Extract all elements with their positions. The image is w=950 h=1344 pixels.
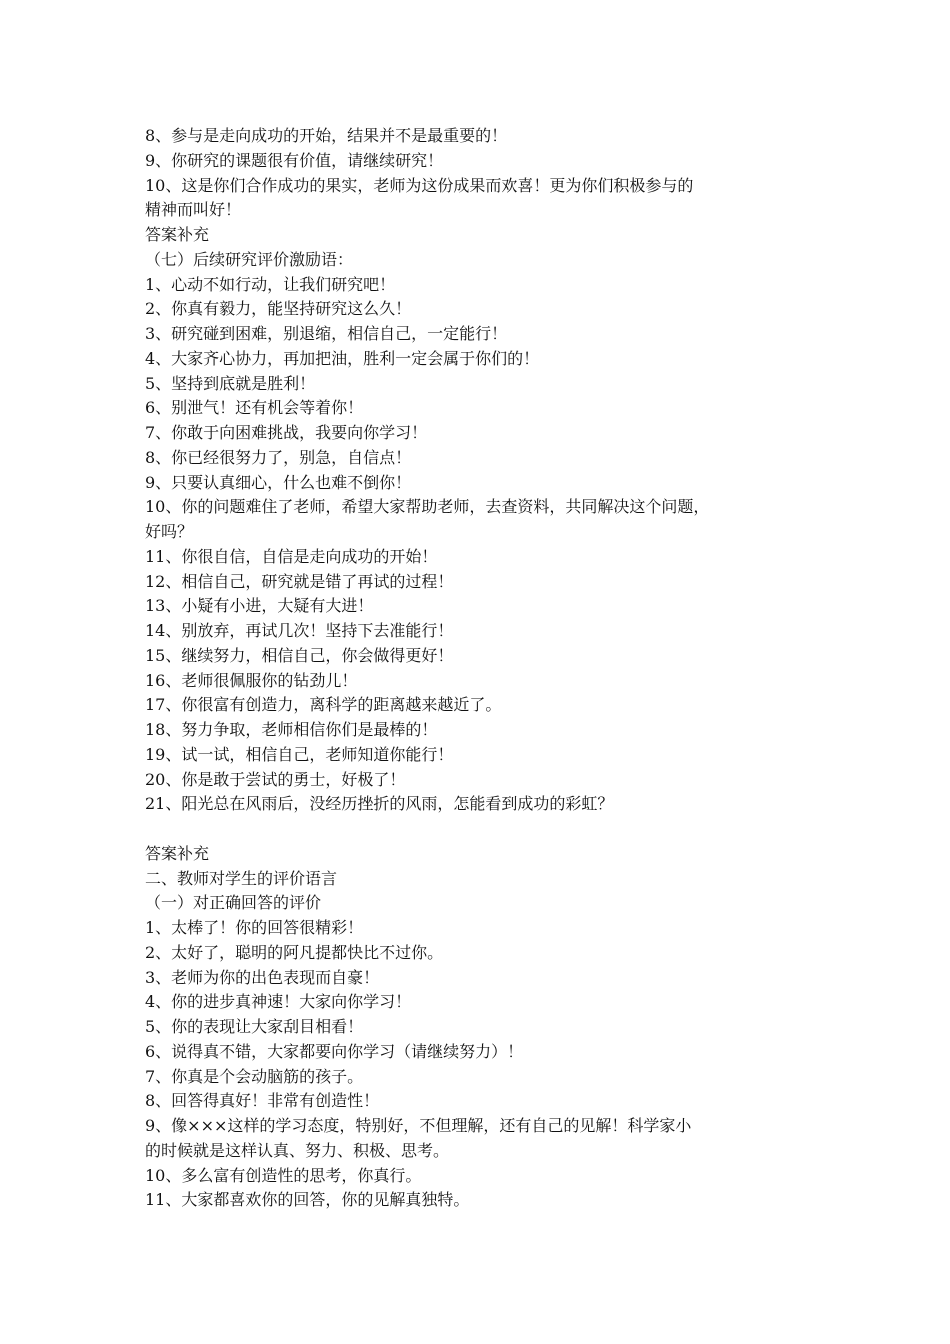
text-line: 9、你研究的课题很有价值，请继续研究！ xyxy=(145,150,444,170)
text-line: 1、太棒了！你的回答很精彩！ xyxy=(145,918,364,937)
text-line: 21、阳光总在风雨后，没经历挫折的风雨，怎能看到成功的彩虹？ xyxy=(145,794,614,814)
text-line: 11、你很自信，自信是走向成功的开始！ xyxy=(145,546,438,566)
text-line: 9、只要认真细心，什么也难不倒你！ xyxy=(145,472,412,492)
text-line: 13、小疑有小进，大疑有大进！ xyxy=(145,596,374,616)
text-line: 20、你是敢于尝试的勇士，好极了！ xyxy=(145,769,406,789)
text-line: 二、教师对学生的评价语言 xyxy=(145,868,338,888)
text-line: 答案补充 xyxy=(145,843,210,863)
text-block-part2 xyxy=(145,842,825,1213)
text-line: 8、回答得真好！非常有创造性！ xyxy=(145,1091,380,1111)
text-block-part1 xyxy=(145,124,825,817)
text-line: 的时候就是这样认真、努力、积极、思考。 xyxy=(145,1140,450,1160)
text-line: 14、别放弃，再试几次！坚持下去准能行！ xyxy=(145,621,454,640)
text-line: 19、试一试，相信自己，老师知道你能行！ xyxy=(145,744,454,764)
document-page xyxy=(145,124,825,1213)
text-line: 精神而叫好！ xyxy=(145,200,242,220)
text-line: 5、你的表现让大家刮目相看！ xyxy=(145,1017,364,1036)
text-line: （一）对正确回答的评价 xyxy=(145,893,322,913)
text-line: 17、你很富有创造力，离科学的距离越来越近了。 xyxy=(145,695,502,715)
text-line: 16、老师很佩服你的钻劲儿！ xyxy=(145,670,358,690)
text-line: 6、说得真不错，大家都要向你学习（请继续努力）！ xyxy=(145,1041,524,1061)
text-line: 11、大家都喜欢你的回答，你的见解真独特。 xyxy=(145,1190,470,1210)
text-line: 3、老师为你的出色表现而自豪！ xyxy=(145,967,380,987)
text-line: 8、参与是走向成功的开始，结果并不是最重要的！ xyxy=(145,126,508,145)
text-line: 5、坚持到底就是胜利！ xyxy=(145,373,316,393)
text-line: 9、像×××这样的学习态度，特别好，不但理解，还有自己的见解！科学家小 xyxy=(145,1116,692,1135)
text-line: 答案补充 xyxy=(145,225,210,244)
text-line: 6、别泄气！还有机会等着你！ xyxy=(145,398,364,418)
text-line: 10、多么富有创造性的思考，你真行。 xyxy=(145,1165,422,1185)
text-line: 4、你的进步真神速！大家向你学习！ xyxy=(145,992,412,1012)
text-line: 8、你已经很努力了，别急，自信点！ xyxy=(145,447,412,467)
text-line: 7、你敢于向困难挑战，我要向你学习！ xyxy=(145,423,428,442)
text-line: 12、相信自己，研究就是错了再试的过程！ xyxy=(145,571,454,591)
blank-line xyxy=(145,817,825,842)
text-line: 2、你真有毅力，能坚持研究这么久！ xyxy=(145,299,412,319)
text-line: 10、这是你们合作成功的果实，老师为这份成果而欢喜！更为你们积极参与的 xyxy=(145,175,694,195)
text-line: 15、继续努力，相信自己，你会做得更好！ xyxy=(145,645,454,665)
text-line: 10、你的问题难住了老师，希望大家帮助老师，去查资料，共同解决这个问题， xyxy=(145,497,710,517)
text-line: 2、太好了，聪明的阿凡提都快比不过你。 xyxy=(145,942,444,962)
text-line: 1、心动不如行动，让我们研究吧！ xyxy=(145,274,396,294)
text-line: 18、努力争取，老师相信你们是最棒的！ xyxy=(145,720,438,739)
text-line: 3、研究碰到困难，别退缩，相信自己，一定能行！ xyxy=(145,324,508,343)
text-line: 7、你真是个会动脑筋的孩子。 xyxy=(145,1066,364,1086)
text-line: （七）后续研究评价激励语： xyxy=(145,249,354,269)
text-line: 4、大家齐心协力，再加把油，胜利一定会属于你们的！ xyxy=(145,348,540,368)
text-line: 好吗？ xyxy=(145,522,194,541)
